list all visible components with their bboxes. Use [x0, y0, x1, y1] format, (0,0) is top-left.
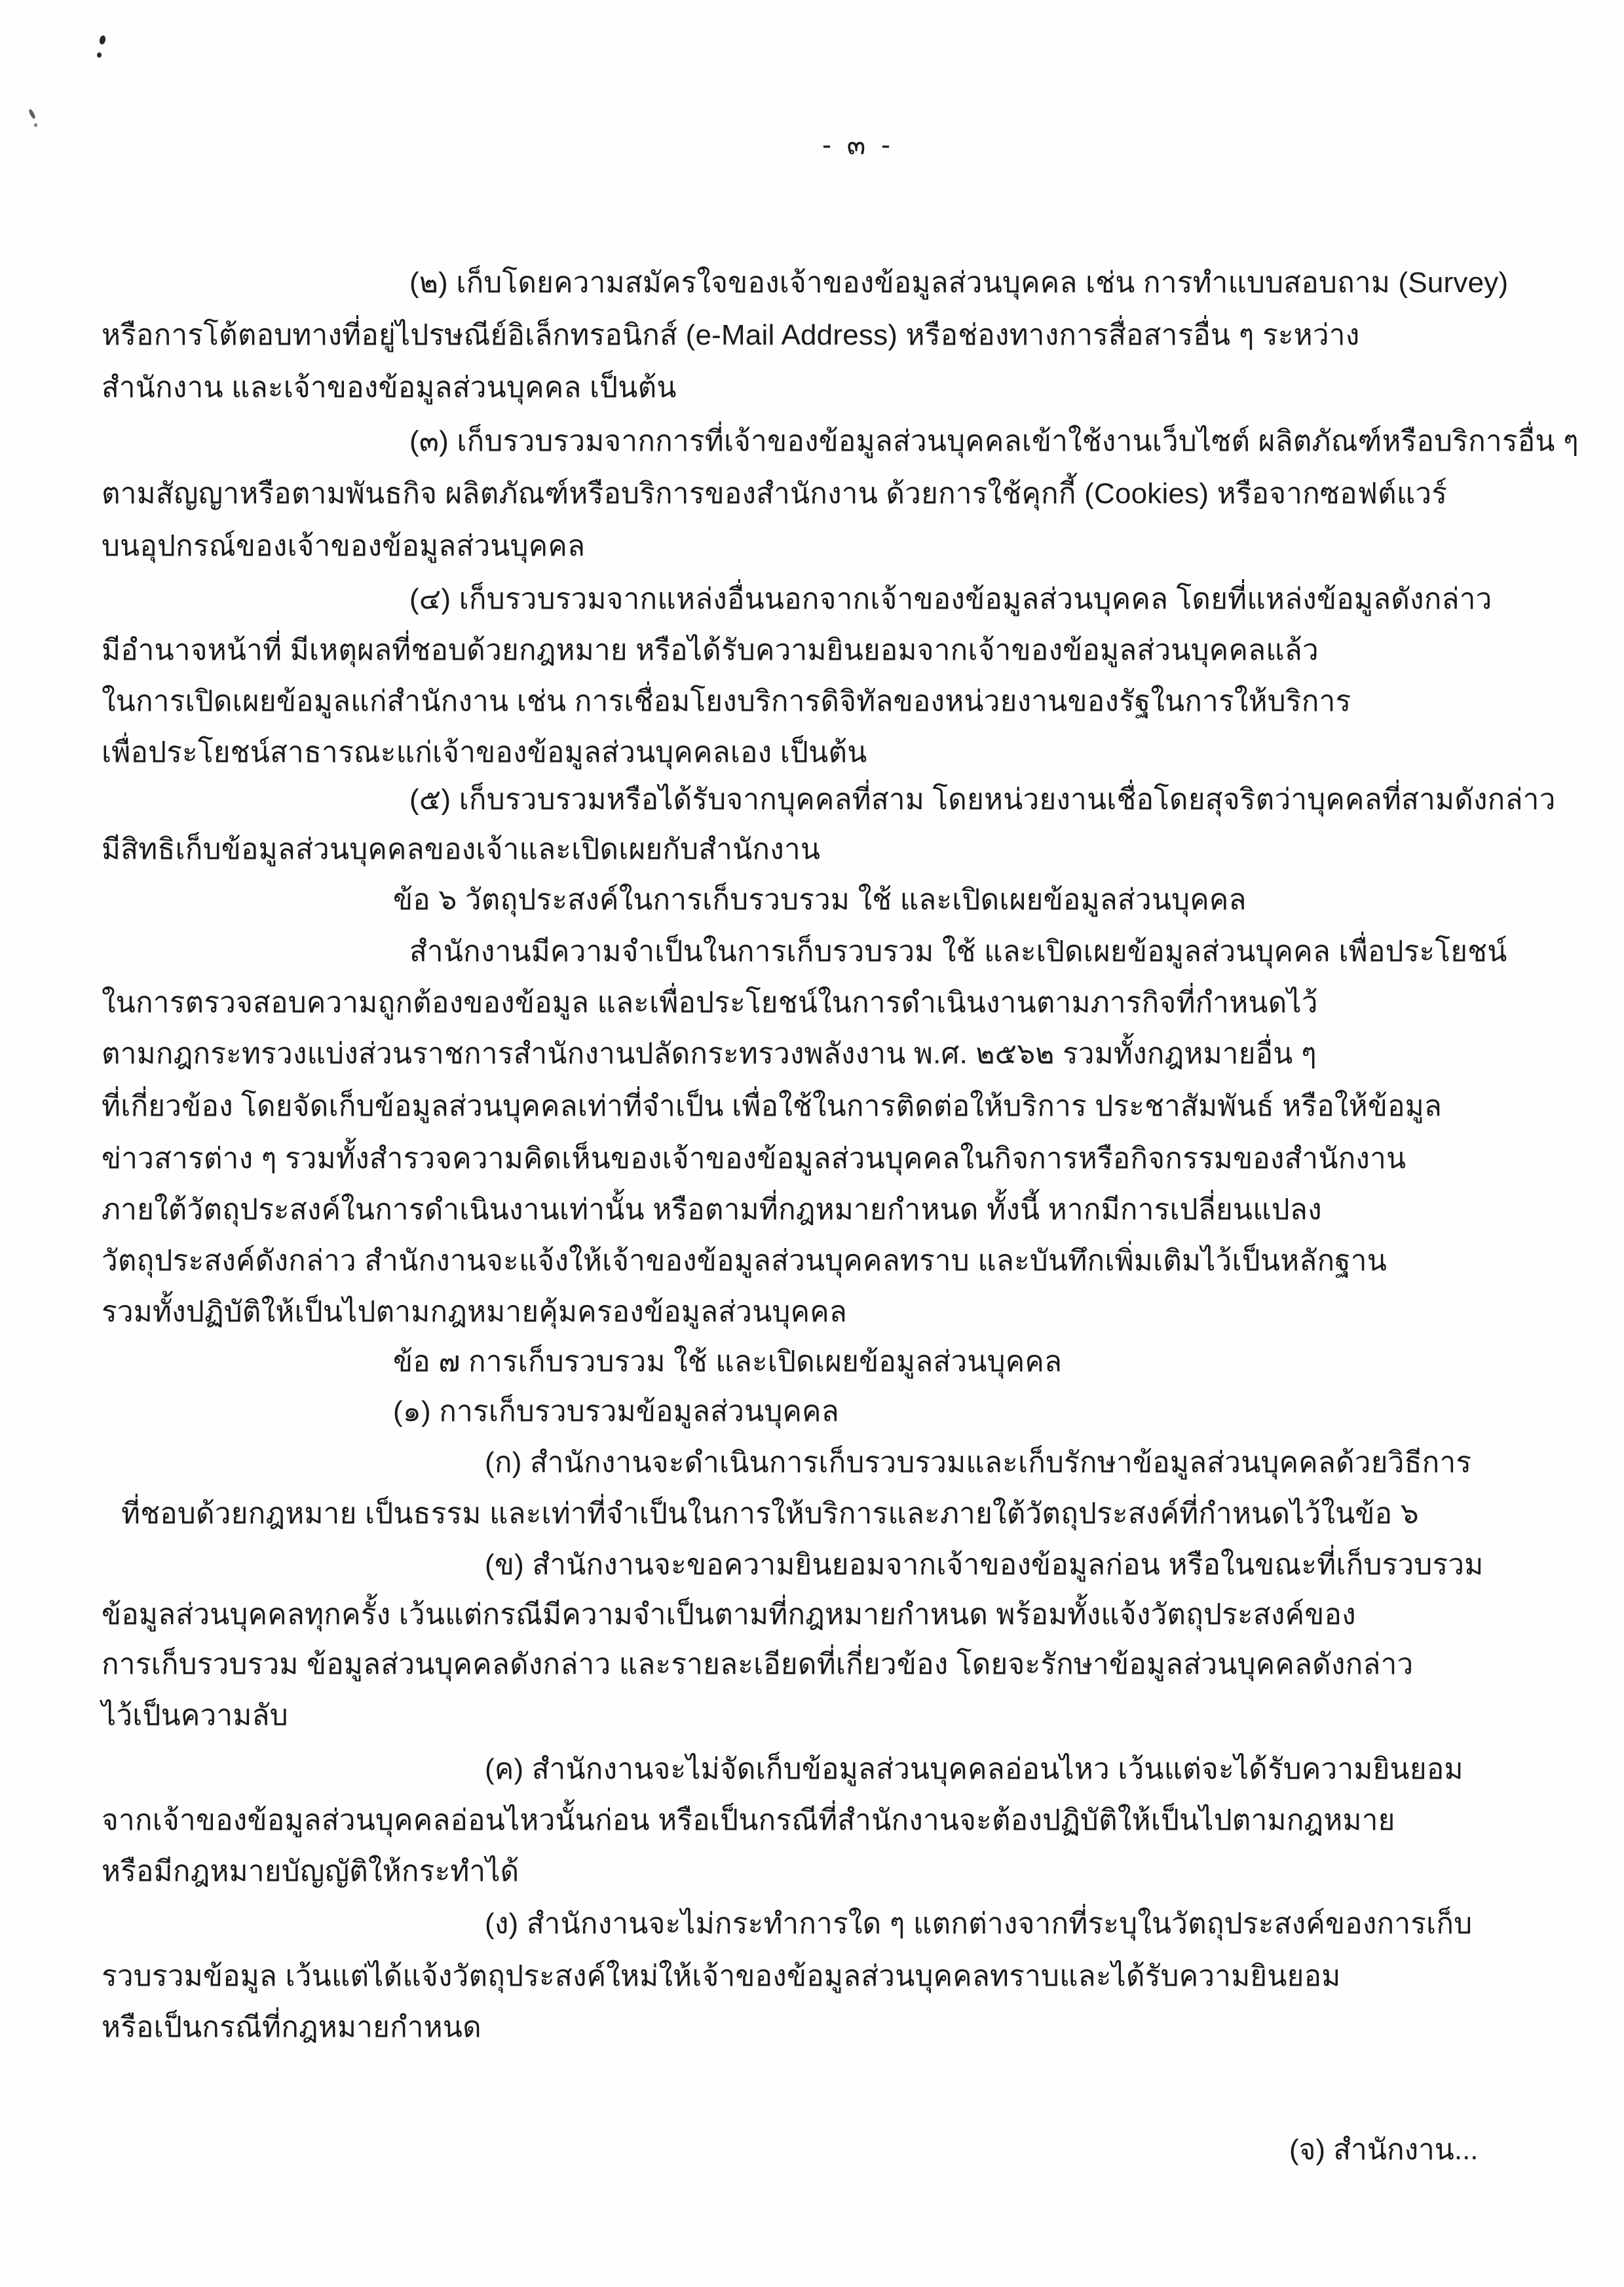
item-khoa-line-1: (ค) สำนักงานจะไม่จัดเก็บข้อมูลส่วนบุคคลอ่อนไหว เว้นแต่จะได้รับความยินยอม — [485, 1753, 1463, 1785]
sec6-para-line-8: รวมทั้งปฏิบัติให้เป็นไปตามกฎหมายคุ้มครองข้อมูลส่วนบุคคล — [102, 1296, 848, 1328]
para-4-line-4: เพื่อประโยชน์สาธารณะแก่เจ้าของข้อมูลส่วนบุคคลเอง เป็นต้น — [102, 736, 867, 768]
section-heading-7: ข้อ ๗ การเก็บรวบรวม ใช้ และเปิดเผยข้อมูลส่วนบุคคล — [393, 1346, 1063, 1378]
item-ko-line-2: ที่ชอบด้วยกฎหมาย เป็นธรรม และเท่าที่จำเป็นในการให้บริการและภายใต้วัตถุประสงค์ที่กำหนดไว้ในข้อ ๖ — [121, 1498, 1419, 1530]
para-5-line-1: (๕) เก็บรวบรวมหรือได้รับจากบุคคลที่สาม โดยหน่วยงานเชื่อโดยสุจริตว่าบุคคลที่สามดังกล่าว — [409, 784, 1556, 816]
para-4-line-3: ในการเปิดเผยข้อมูลแก่สำนักงาน เช่น การเชื่อมโยงบริการดิจิทัลของหน่วยงานของรัฐในการให้บริการ — [102, 685, 1351, 717]
page-number: - ๓ - — [822, 129, 895, 160]
item-kho-line-3: การเก็บรวบรวม ข้อมูลส่วนบุคคลดังกล่าว และรายละเอียดที่เกี่ยวข้อง โดยจะรักษาข้อมูลส่วนบุคคลดังกล่าว — [102, 1648, 1414, 1680]
sec6-para-line-3: ตามกฎกระทรวงแบ่งส่วนราชการสำนักงานปลัดกระทรวงพลังงาน พ.ศ. ๒๕๖๒ รวมทั้งกฎหมายอื่น ๆ — [102, 1038, 1317, 1070]
scan-artifact — [28, 109, 37, 120]
para-3-line-3: บนอุปกรณ์ของเจ้าของข้อมูลส่วนบุคคล — [102, 530, 586, 562]
item-ngo-line-1: (ง) สำนักงานจะไม่กระทำการใด ๆ แตกต่างจากที่ระบุในวัตถุประสงค์ของการเก็บ — [485, 1908, 1473, 1940]
item-ngo-line-2: รวบรวมข้อมูล เว้นแต่ได้แจ้งวัตถุประสงค์ใหม่ให้เจ้าของข้อมูลส่วนบุคคลทราบและได้รับความยินยอม — [102, 1960, 1341, 1992]
sec6-para-line-1: สำนักงานมีความจำเป็นในการเก็บรวบรวม ใช้ และเปิดเผยข้อมูลส่วนบุคคล เพื่อประโยชน์ — [409, 936, 1507, 968]
item-kho-line-4: ไว้เป็นความลับ — [102, 1699, 288, 1731]
page-continuation-note: (จ) สำนักงาน... — [1289, 2134, 1479, 2166]
para-4-line-1: (๔) เก็บรวบรวมจากแหล่งอื่นนอกจากเจ้าของข้อมูลส่วนบุคคล โดยที่แหล่งข้อมูลดังกล่าว — [409, 583, 1492, 615]
sec6-para-line-5: ข่าวสารต่าง ๆ รวมทั้งสำรวจความคิดเห็นของเจ้าของข้อมูลส่วนบุคคลในกิจการหรือกิจกรรมของสำนักงาน — [102, 1143, 1407, 1175]
para-5-line-2: มีสิทธิเก็บข้อมูลส่วนบุคคลของเจ้าและเปิดเผยกับสำนักงาน — [102, 833, 821, 865]
item-1-heading: (๑) การเก็บรวบรวมข้อมูลส่วนบุคคล — [393, 1395, 839, 1427]
para-2-line-1: (๒) เก็บโดยความสมัครใจของเจ้าของข้อมูลส่วนบุคคล เช่น การทำแบบสอบถาม (Survey) — [409, 267, 1509, 299]
para-2-line-3: สำนักงาน และเจ้าของข้อมูลส่วนบุคคล เป็นต้น — [102, 371, 677, 404]
item-ngo-line-3: หรือเป็นกรณีที่กฎหมายกำหนด — [102, 2011, 482, 2043]
para-3-line-1: (๓) เก็บรวบรวมจากการที่เจ้าของข้อมูลส่วนบุคคลเข้าใช้งานเว็บไซต์ ผลิตภัณฑ์หรือบริการอื่น ๆ — [409, 425, 1579, 457]
item-khoa-line-2: จากเจ้าของข้อมูลส่วนบุคคลอ่อนไหวนั้นก่อน หรือเป็นกรณีที่สำนักงานจะต้องปฏิบัติให้เป็นไปตามกฎหมาย — [102, 1804, 1395, 1836]
section-heading-6: ข้อ ๖ วัตถุประสงค์ในการเก็บรวบรวม ใช้ และเปิดเผยข้อมูลส่วนบุคคล — [393, 884, 1247, 916]
item-ko-line-1: (ก) สำนักงานจะดำเนินการเก็บรวบรวมและเก็บรักษาข้อมูลส่วนบุคคลด้วยวิธีการ — [485, 1446, 1472, 1479]
para-2-line-2: หรือการโต้ตอบทางที่อยู่ไปรษณีย์อิเล็กทรอนิกส์ (e-Mail Address) หรือช่องทางการสื่อสารอื่น ๆ ระหว่าง — [102, 319, 1360, 351]
scan-artifact — [97, 52, 102, 58]
scan-artifact — [34, 123, 37, 127]
sec6-para-line-6: ภายใต้วัตถุประสงค์ในการดำเนินงานเท่านั้น หรือตามที่กฎหมายกำหนด ทั้งนี้ หากมีการเปลี่ยนแปลง — [102, 1194, 1322, 1226]
sec6-para-line-2: ในการตรวจสอบความถูกต้องของข้อมูล และเพื่อประโยชน์ในการดำเนินงานตามภารกิจที่กำหนดไว้ — [102, 987, 1318, 1019]
sec6-para-line-7: วัตถุประสงค์ดังกล่าว สำนักงานจะแจ้งให้เจ้าของข้อมูลส่วนบุคคลทราบ และบันทึกเพิ่มเติมไว้เป็นหลักฐาน — [102, 1245, 1387, 1277]
item-khoa-line-3: หรือมีกฎหมายบัญญัติให้กระทำได้ — [102, 1855, 519, 1887]
item-kho-line-2: ข้อมูลส่วนบุคคลทุกครั้ง เว้นแต่กรณีมีความจำเป็นตามที่กฎหมายกำหนด พร้อมทั้งแจ้งวัตถุประสงค์ของ — [102, 1598, 1356, 1631]
item-kho-line-1: (ข) สำนักงานจะขอความยินยอมจากเจ้าของข้อมูลก่อน หรือในขณะที่เก็บรวบรวม — [485, 1549, 1484, 1581]
para-4-line-2: มีอำนาจหน้าที่ มีเหตุผลที่ชอบด้วยกฎหมาย หรือได้รับความยินยอมจากเจ้าของข้อมูลส่วนบุคคลแล้ว — [102, 634, 1319, 666]
scan-artifact — [99, 35, 107, 45]
para-3-line-2: ตามสัญญาหรือตามพันธกิจ ผลิตภัณฑ์หรือบริการของสำนักงาน ด้วยการใช้คุกกี้ (Cookies) หรือจากซอฟต์แวร์ — [102, 478, 1448, 510]
sec6-para-line-4: ที่เกี่ยวข้อง โดยจัดเก็บข้อมูลส่วนบุคคลเท่าที่จำเป็น เพื่อใช้ในการติดต่อให้บริการ ประชาสัมพันธ์ หรือให้ข้อมูล — [102, 1090, 1443, 1122]
